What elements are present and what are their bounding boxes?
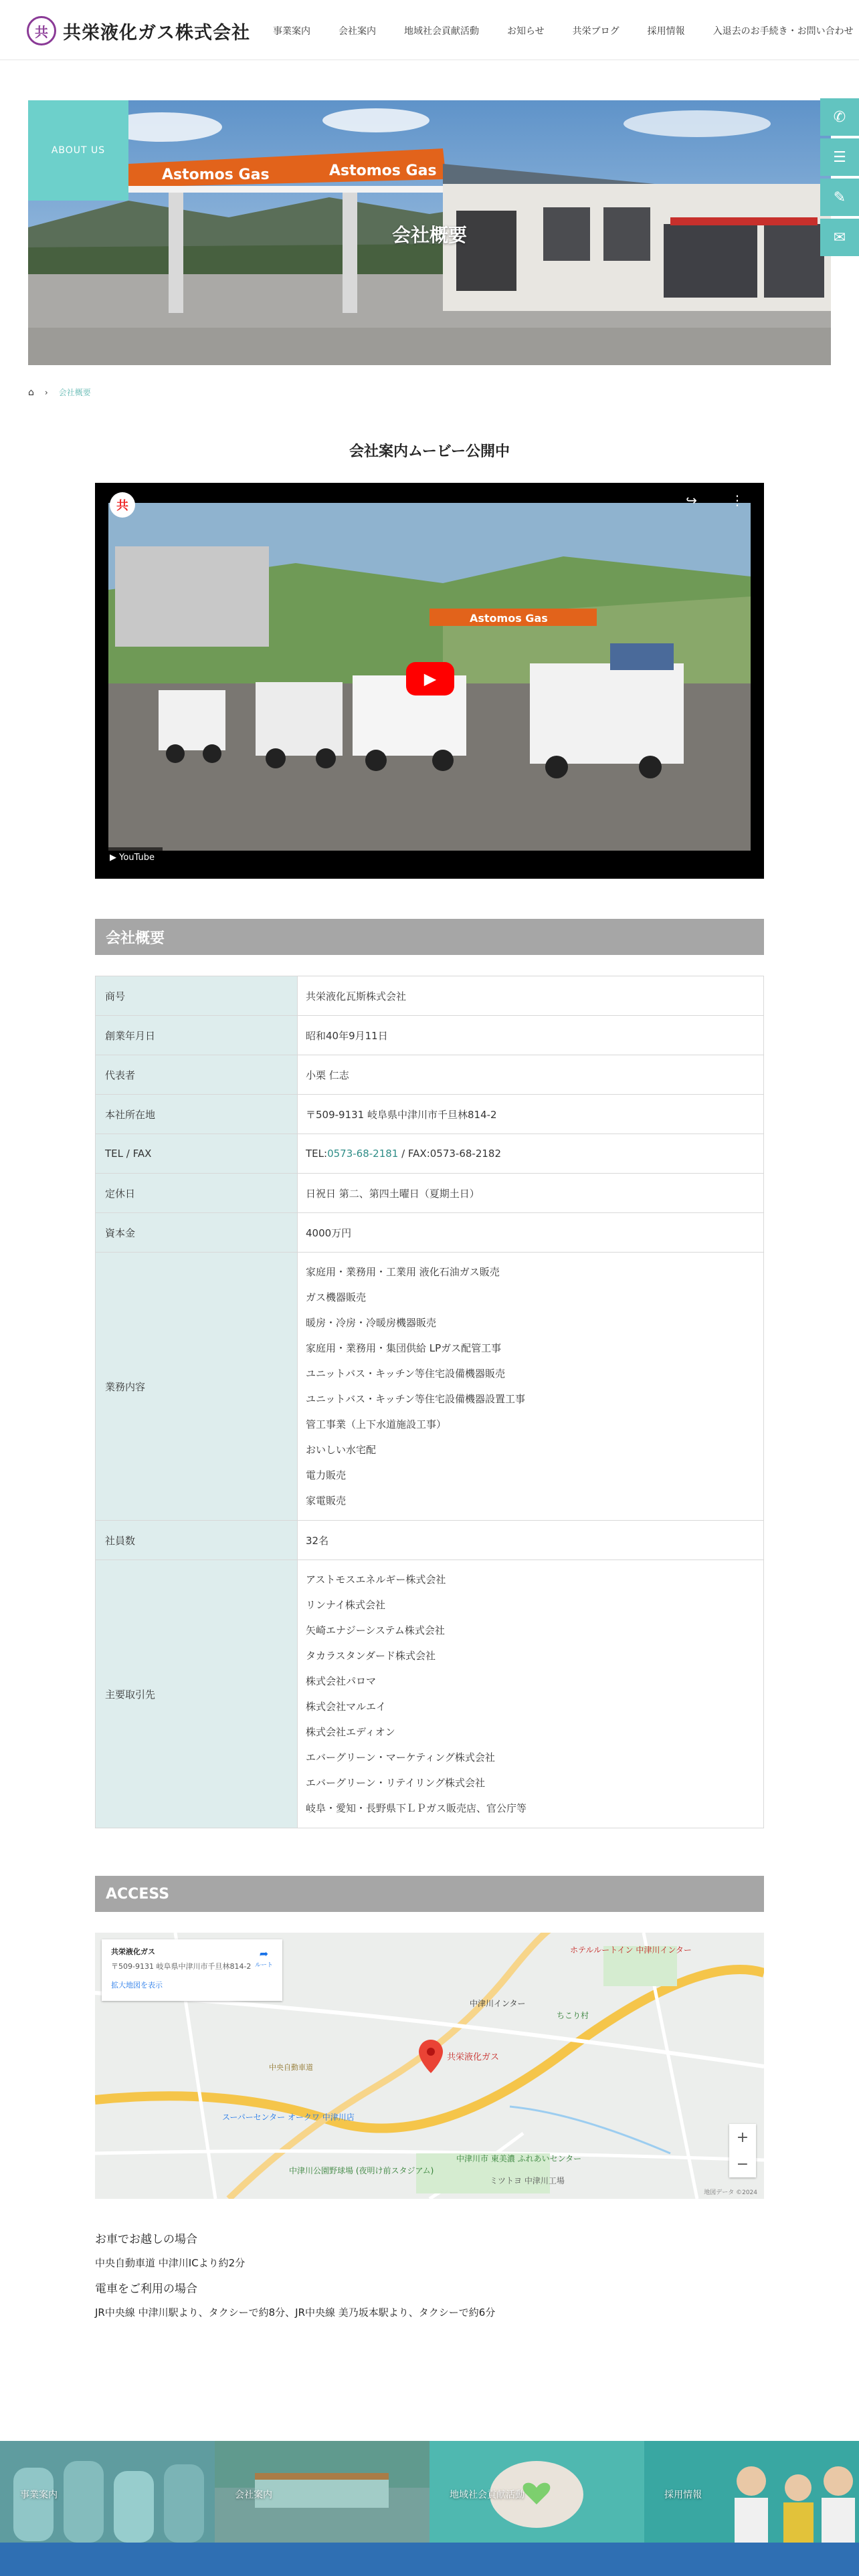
car-heading: お車でお越しの場合 [95, 2233, 197, 2246]
zoom-in-button[interactable]: + [736, 2129, 749, 2146]
map-card-larger-map-link[interactable]: 拡大地図を表示 [111, 1981, 163, 1990]
table-row [96, 1253, 764, 1521]
play-icon: ▶ [423, 669, 437, 688]
row-label: TEL / FAX [96, 1134, 298, 1174]
footer-banner-label: 会社案内 [235, 2490, 272, 2500]
footer-banner-nav [0, 2441, 859, 2543]
breadcrumb-separator: › [44, 387, 48, 397]
table-row [96, 1095, 764, 1134]
map-info-card [102, 1939, 282, 2001]
map-label-hotel: ホテルルートイン 中津川インター [570, 1945, 692, 1955]
footer-banner-company[interactable] [215, 2441, 430, 2543]
table-row [96, 976, 764, 1016]
footer-banner-recruit[interactable] [644, 2441, 859, 2543]
list-icon: ☰ [833, 148, 846, 166]
footer-banner-business[interactable] [0, 2441, 215, 2543]
access-heading: ACCESS [95, 1876, 764, 1912]
directions-label: ルート [254, 1962, 273, 1969]
company-heading: 会社概要 [95, 919, 764, 955]
map-marker-label: 共栄液化ガス [447, 2052, 500, 2062]
directions-icon: ➦ [259, 1947, 269, 1960]
play-button[interactable] [406, 662, 454, 695]
nav-item-contact[interactable]: 入退去のお手続き・お問い合わせ [712, 26, 854, 37]
map-label-supercenter: スーパーセンター オークワ 中津川店 [222, 2113, 355, 2122]
footer-banner-label: 地域社会貢献活動 [450, 2490, 524, 2500]
share-icon[interactable]: ↪ [686, 492, 697, 508]
list-item: 岐阜・愛知・長野県下ＬＰガス販売店、官公庁等 [306, 1802, 527, 1814]
footer-banner-label: 事業案内 [20, 2490, 58, 2500]
chat-icon: ✉ [833, 229, 846, 246]
map-card-address: 〒509-9131 岐阜県中津川市千旦林814-2 [111, 1962, 252, 1971]
more-options-icon[interactable]: ⋮ [731, 492, 744, 508]
row-label: 本社所在地 [96, 1095, 298, 1134]
site-header [0, 0, 859, 60]
map-label-center: 中津川市 東美濃 ふれあいセンター [456, 2154, 582, 2163]
phone-button[interactable] [820, 98, 859, 136]
youtube-icon: ▶ [110, 853, 120, 863]
list-item: 家電販売 [306, 1495, 347, 1507]
train-text: JR中央線 中津川駅より、タクシーで約8分、JR中央線 美乃坂本駅より、タクシーで約6分 [95, 2306, 496, 2319]
row-label: 業務内容 [96, 1253, 298, 1521]
map-directions-button[interactable] [255, 1947, 273, 1969]
nav-item-news[interactable]: お知らせ [507, 26, 545, 37]
list-item: 電力販売 [306, 1469, 347, 1481]
map-label-interchange: 中津川インター [470, 1999, 526, 2008]
row-label: 創業年月日 [96, 1016, 298, 1055]
train-heading: 電車をご利用の場合 [95, 2282, 197, 2296]
about-us-badge: ABOUT US [28, 100, 128, 201]
list-item: 管工事業（上下水道施設工事） [306, 1418, 447, 1430]
row-value [298, 1134, 764, 1174]
map-zoom-controls [729, 2124, 756, 2177]
table-row [96, 1213, 764, 1253]
car-text: 中央自動車道 中津川ICより約2分 [95, 2257, 246, 2269]
global-nav [273, 24, 854, 37]
breadcrumb-current: 会社概要 [58, 388, 91, 397]
nav-item-company[interactable]: 会社案内 [339, 26, 376, 37]
tel-prefix: TEL: [306, 1148, 328, 1160]
pen-icon: ✎ [833, 189, 846, 206]
table-row [96, 1174, 764, 1213]
site-logo[interactable] [27, 16, 250, 45]
nav-item-blog[interactable]: 共栄ブログ [572, 26, 619, 37]
row-value-list [298, 1560, 764, 1828]
list-item: リンナイ株式会社 [306, 1599, 385, 1611]
list-item: 株式会社エディオン [306, 1726, 395, 1738]
breadcrumb [28, 387, 91, 398]
footer-bar [0, 2543, 859, 2576]
company-video-embed[interactable] [95, 483, 764, 879]
map-label-chikori: ちこり村 [557, 2011, 589, 2020]
page-title: 会社概要 [391, 224, 467, 246]
row-value: 4000万円 [298, 1213, 764, 1253]
footer-banner-community[interactable] [430, 2441, 644, 2543]
table-row [96, 1521, 764, 1560]
table-row [96, 1016, 764, 1055]
row-label: 定休日 [96, 1174, 298, 1213]
list-item: 家庭用・業務用・集団供給 LPガス配管工事 [306, 1342, 502, 1354]
row-value: 32名 [298, 1521, 764, 1560]
row-label: 資本金 [96, 1213, 298, 1253]
map-label-expressway: 中央自動車道 [269, 2063, 313, 2072]
row-value: 日祝日 第二、第四土曜日（夏期土日） [298, 1174, 764, 1213]
row-label: 主要取引先 [96, 1560, 298, 1828]
row-label: 商号 [96, 976, 298, 1016]
chat-button[interactable] [820, 219, 859, 256]
list-item: ユニットバス・キッチン等住宅設備機器販売 [306, 1368, 506, 1380]
list-button[interactable] [820, 138, 859, 176]
list-item: 暖房・冷房・冷暖房機器販売 [306, 1317, 437, 1329]
watch-on-youtube[interactable] [102, 847, 163, 868]
row-label: 社員数 [96, 1521, 298, 1560]
list-item: 株式会社パロマ [306, 1675, 377, 1687]
watch-on-youtube-label: YouTube [119, 853, 155, 863]
map-card-name: 共栄液化ガス [111, 1947, 155, 1956]
tel-link[interactable]: 0573-68-2181 [327, 1148, 399, 1160]
map-label-mitutoyo: ミツトヨ 中津川工場 [490, 2176, 565, 2185]
fax-number: / FAX:0573-68-2182 [398, 1148, 502, 1160]
access-directions [95, 2230, 495, 2329]
list-item: ユニットバス・キッチン等住宅設備機器設置工事 [306, 1393, 526, 1405]
list-item: タカラスタンダード株式会社 [306, 1650, 436, 1662]
home-icon[interactable]: ⌂ [28, 387, 34, 398]
nav-item-recruit[interactable]: 採用情報 [647, 26, 685, 37]
list-item: 家庭用・業務用・工業用 液化石油ガス販売 [306, 1266, 500, 1278]
list-item: おいしい水宅配 [306, 1444, 377, 1456]
company-info-table [95, 976, 764, 1828]
footer-banner-label: 採用情報 [664, 2490, 702, 2500]
table-row [96, 1055, 764, 1095]
side-action-buttons [820, 98, 859, 259]
map-attribution: 地図データ ©2024 [704, 2189, 757, 2196]
logo-mark: 共 [27, 16, 56, 45]
nav-item-community[interactable]: 地域社会貢献活動 [404, 26, 479, 37]
movie-heading: 会社案内ムービー公開中 [349, 443, 510, 460]
row-value: 〒509-9131 岐阜県中津川市千旦林814-2 [298, 1095, 764, 1134]
channel-logo[interactable]: 共 [110, 492, 135, 518]
row-label: 代表者 [96, 1055, 298, 1095]
list-item: エバーグリーン・リテイリング株式会社 [306, 1777, 486, 1789]
pen-button[interactable] [820, 179, 859, 216]
row-value-list [298, 1253, 764, 1521]
list-item: ガス機器販売 [306, 1291, 367, 1303]
row-value: 小栗 仁志 [298, 1055, 764, 1095]
list-item: アストモスエネルギー株式会社 [306, 1574, 446, 1586]
list-item: 矢崎エナジーシステム株式会社 [306, 1624, 445, 1636]
google-map-embed[interactable] [95, 1933, 764, 2199]
list-item: 株式会社マルエイ [306, 1701, 387, 1713]
row-value: 昭和40年9月11日 [298, 1016, 764, 1055]
logo-company-name: 共栄液化ガス株式会社 [63, 22, 250, 43]
table-row [96, 1134, 764, 1174]
canopy-sign-right: Astomos Gas [329, 163, 437, 179]
table-row [96, 1560, 764, 1828]
video-sign-text: Astomos Gas [470, 612, 548, 625]
row-value: 共栄液化瓦斯株式会社 [298, 976, 764, 1016]
zoom-out-button[interactable]: − [736, 2155, 749, 2173]
map-label-stadium: 中津川公園野球場 (夜明け前スタジアム) [289, 2166, 434, 2175]
phone-icon: ✆ [833, 108, 846, 126]
list-item: エバーグリーン・マーケティング株式会社 [306, 1751, 495, 1763]
nav-item-business[interactable]: 事業案内 [273, 26, 310, 37]
canopy-sign-left: Astomos Gas [162, 167, 270, 183]
